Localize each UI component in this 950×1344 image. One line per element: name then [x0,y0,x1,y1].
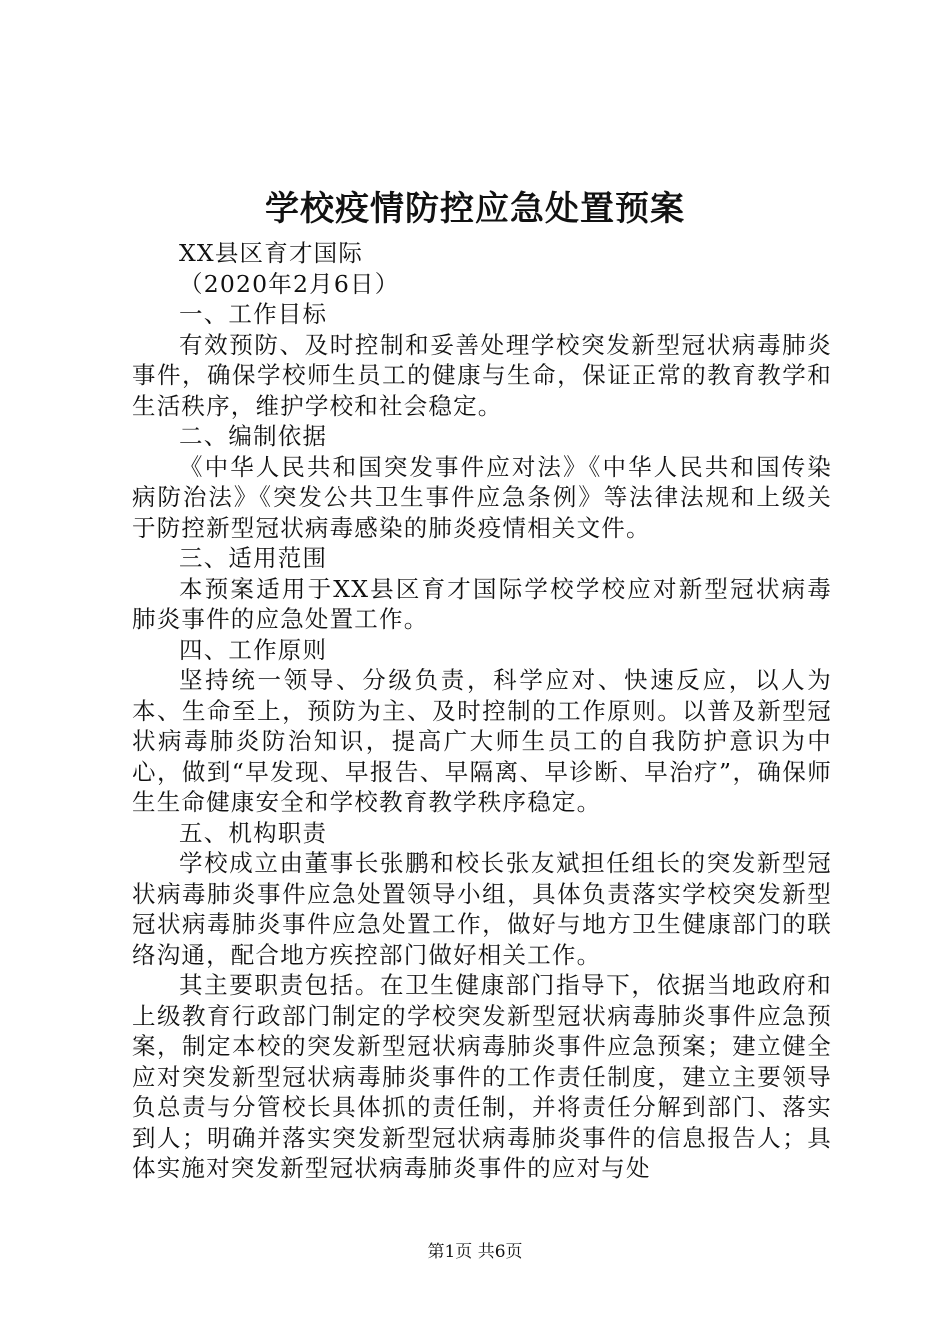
paragraph: 《中华人民共和国突发事件应对法》《中华人民共和国传染病防治法》《突发公共卫生事件应急条例》等法律法规和上级关于防控新型冠状病毒感染的肺炎疫情相关文件。 [132,452,832,542]
paragraph: 有效预防、及时控制和妥善处理学校突发新型冠状病毒肺炎事件，确保学校师生员工的健康与生命，保证正常的教育教学和生活秩序，维护学校和社会稳定。 [132,330,832,420]
section-heading-4: 四、工作原则 [179,635,328,664]
section-heading-1: 一、工作目标 [179,300,328,328]
paragraph-author: XX县区育才国际 [179,239,364,267]
paragraph: 坚持统一领导、分级负责，科学应对、快速反应，以人为本、生命至上，预防为主、及时控制的工作原则。以普及新型冠状病毒肺炎防治知识，提高广大师生员工的自我防护意识为中心，做到“早发现、早报告、早隔离、早诊断、早治疗”，确保师生生命健康安全和学校教育教学秩序稳定。 [132,666,832,816]
paragraph: 其主要职责包括。在卫生健康部门指导下，依据当地政府和上级教育行政部门制定的学校突发新型冠状病毒肺炎事件应急预案，制定本校的突发新型冠状病毒肺炎事件应急预案；建立健全应对突发新型冠状病毒肺炎事件的工作责任制度，建立主要领导负总责与分管校长具体抓的责任制，并将责任分解到部门、落实到人；明确并落实突发新型冠状病毒肺炎事件的信息报告人；具体实施对突发新型冠状病毒肺炎事件的应对与处 [132,971,832,1182]
section-heading-5: 五、机构职责 [179,818,328,847]
document-body [132,238,832,1184]
paragraph-date: （2020年2月6日） [179,269,400,298]
page-footer: 第1页 共6页 [427,1242,523,1262]
section-heading-2: 二、编制依据 [179,422,328,450]
section-heading-3: 三、适用范围 [179,544,328,572]
paragraph: 学校成立由董事长张鹏和校长张友斌担任组长的突发新型冠状病毒肺炎事件应急处置领导小组，具体负责落实学校突发新型冠状病毒肺炎事件应急处置工作，做好与地方卫生健康部门的联络沟通，配合地方疾控部门做好相关工作。 [132,849,832,969]
document-title: 学校疫情防控应急处置预案 [265,189,685,229]
paragraph: 本预案适用于XX县区育才国际学校学校应对新型冠状病毒肺炎事件的应急处置工作。 [132,574,832,633]
